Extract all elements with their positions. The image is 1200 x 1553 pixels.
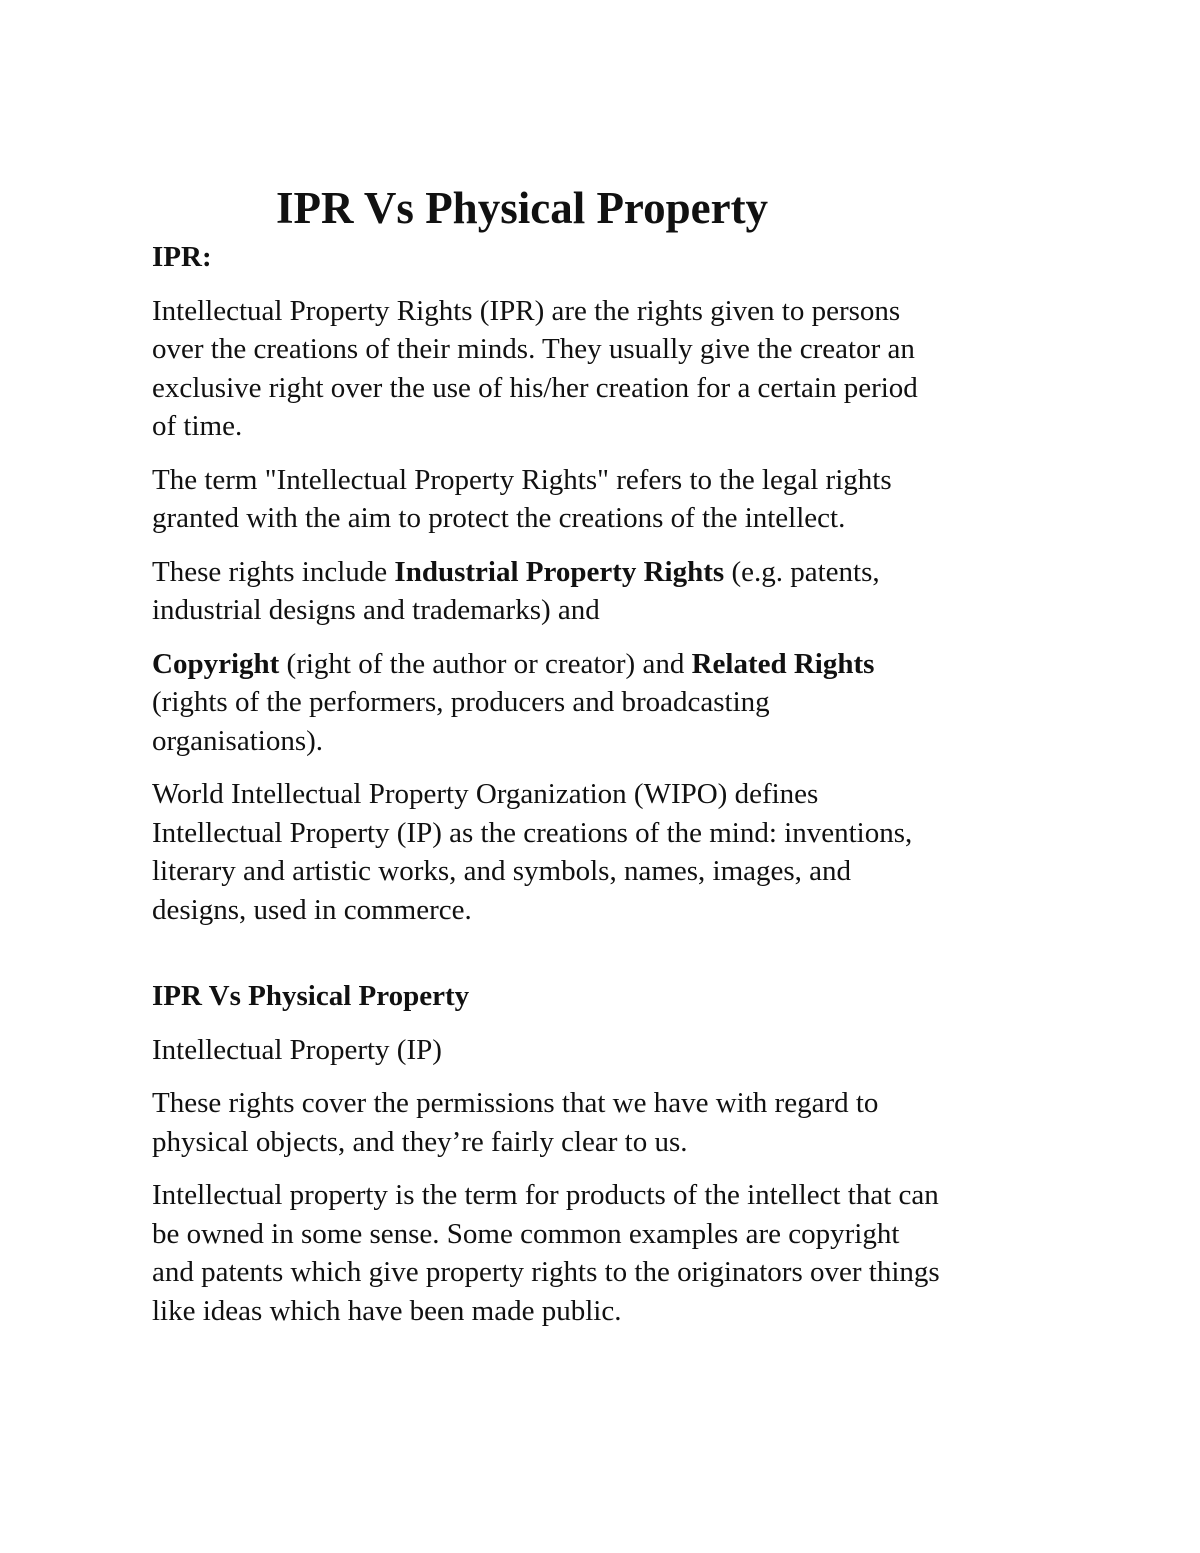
paragraph-ip-label: Intellectual Property (IP) [152, 1033, 442, 1066]
industrial-rights-bold: Industrial Property Rights [394, 555, 725, 588]
copyright-suffix: (rights of the performers, producers and broadcasting organisations). [152, 686, 770, 757]
paragraph-copyright [152, 645, 942, 761]
industrial-rights-prefix: These rights include [152, 555, 395, 588]
document-body [152, 238, 942, 1345]
industrial-rights-suffix: (e.g. patents, industrial designs and trademarks) and [152, 555, 880, 626]
paragraph-industrial-rights [152, 553, 942, 630]
document-title: IPR Vs Physical Property [276, 183, 769, 233]
copyright-mid: (right of the author or creator) and [279, 647, 692, 680]
ipr-heading: IPR: [152, 241, 212, 273]
paragraph-ip-products: Intellectual property is the term for products of the intellect that can be owned in some sense. Some common examples are copyright and patents which give property rights to the originators over things like ideas which have been made public. [152, 1179, 940, 1327]
paragraph-physical-objects: These rights cover the permissions that we have with regard to physical objects, and they’re fairly clear to us. [152, 1087, 879, 1158]
related-rights-bold: Related Rights [691, 647, 875, 680]
paragraph-ipr-term: The term "Intellectual Property Rights" refers to the legal rights granted with the aim to protect the creations of the intellect. [152, 463, 892, 534]
paragraph-wipo: World Intellectual Property Organization (WIPO) defines Intellectual Property (IP) as the creations of the mind: inventions, literary and artistic works, and symbols, names, images, and designs, used in commerce. [152, 778, 913, 926]
section-heading: IPR Vs Physical Property [152, 980, 470, 1012]
copyright-bold: Copyright [152, 647, 280, 680]
paragraph-ipr-definition: Intellectual Property Rights (IPR) are the rights given to persons over the creations of their minds. They usually give the creator an exclusive right over the use of his/her creation for a certain period of time. [152, 294, 918, 442]
